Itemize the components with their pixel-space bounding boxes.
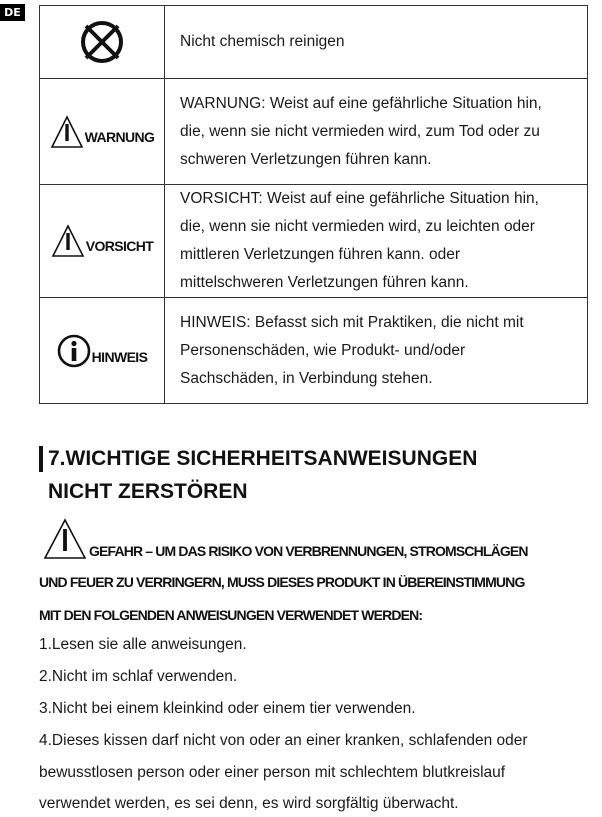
notice-label: HINWEIS (91, 348, 148, 365)
instruction-line: 2.Nicht im schlaf verwenden. (39, 668, 238, 685)
description-cell (165, 79, 588, 185)
symbol-cell (40, 185, 165, 298)
danger-line: GEFAHR – UM DAS RISIKO VON VERBRENNUNGEN, STROMSCHLÄGEN (89, 543, 528, 559)
language-badge: DE (0, 4, 25, 21)
instruction-line: 3.Nicht bei einem kleinkind oder einem tier verwenden. (39, 700, 416, 717)
heading-bar (39, 446, 43, 472)
description-line: Nicht chemisch reinigen (180, 33, 345, 50)
description-cell (165, 298, 588, 404)
description-line: mittelschweren Verletzungen führen kann. (180, 274, 469, 291)
section-title-line1: 7.WICHTIGE SICHERHEITSANWEISUNGEN (48, 447, 478, 470)
instruction-line: verwendet werden, es sei denn, es wird sorgfältig überwacht. (39, 795, 459, 812)
instruction-line: bewusstlosen person oder einer person mit schlechtem blutkreislauf (39, 764, 506, 781)
description-line: Personenschäden, wie Produkt- und/oder (180, 341, 466, 359)
danger-line: MIT DEN FOLGENDEN ANWEISUNGEN VERWENDET WERDEN: (39, 607, 423, 623)
info-circle-icon (57, 334, 91, 368)
symbol-cell (40, 79, 165, 185)
description-line: VORSICHT: Weist auf eine gefährliche Situation hin, (180, 190, 539, 207)
description-line: HINWEIS: Befasst sich mit Praktiken, die nicht mit (180, 313, 524, 331)
description-cell (165, 185, 588, 298)
description-line: WARNUNG: Weist auf eine gefährliche Situation hin, (180, 94, 542, 112)
table-row (40, 6, 588, 79)
section-title-line2: NICHT ZERSTÖREN (48, 480, 248, 503)
table-row (40, 298, 588, 404)
no-dry-clean-icon (78, 18, 126, 66)
description-line: die, wenn sie nicht vermieden wird, zum Tod oder zu (180, 122, 540, 140)
table-row (40, 185, 588, 298)
caution-triangle-icon (51, 224, 85, 258)
warning-triangle-icon (50, 115, 84, 149)
danger-triangle-icon (43, 518, 87, 560)
symbol-cell (40, 298, 165, 404)
instruction-line: 1.Lesen sie alle anweisungen. (39, 636, 247, 653)
caution-label: VORSICHT (85, 238, 154, 254)
symbol-table (39, 5, 588, 404)
description-line: mittleren Verletzungen führen kann. oder (180, 246, 461, 263)
instruction-line: 4.Dieses kissen darf nicht von oder an einer kranken, schlafenden oder (39, 732, 528, 749)
symbol-cell (40, 6, 165, 79)
description-line: Sachschäden, in Verbindung stehen. (180, 369, 433, 387)
danger-line: UND FEUER ZU VERRINGERN, MUSS DIESES PRODUKT IN ÜBEREINSTIMMUNG (39, 574, 525, 590)
description-line: die, wenn sie nicht vermieden wird, zu leichten oder (180, 218, 535, 235)
table-row (40, 79, 588, 185)
description-cell (165, 6, 588, 79)
warning-label: WARNUNG (84, 128, 155, 145)
description-line: schweren Verletzungen führen kann. (180, 150, 432, 168)
